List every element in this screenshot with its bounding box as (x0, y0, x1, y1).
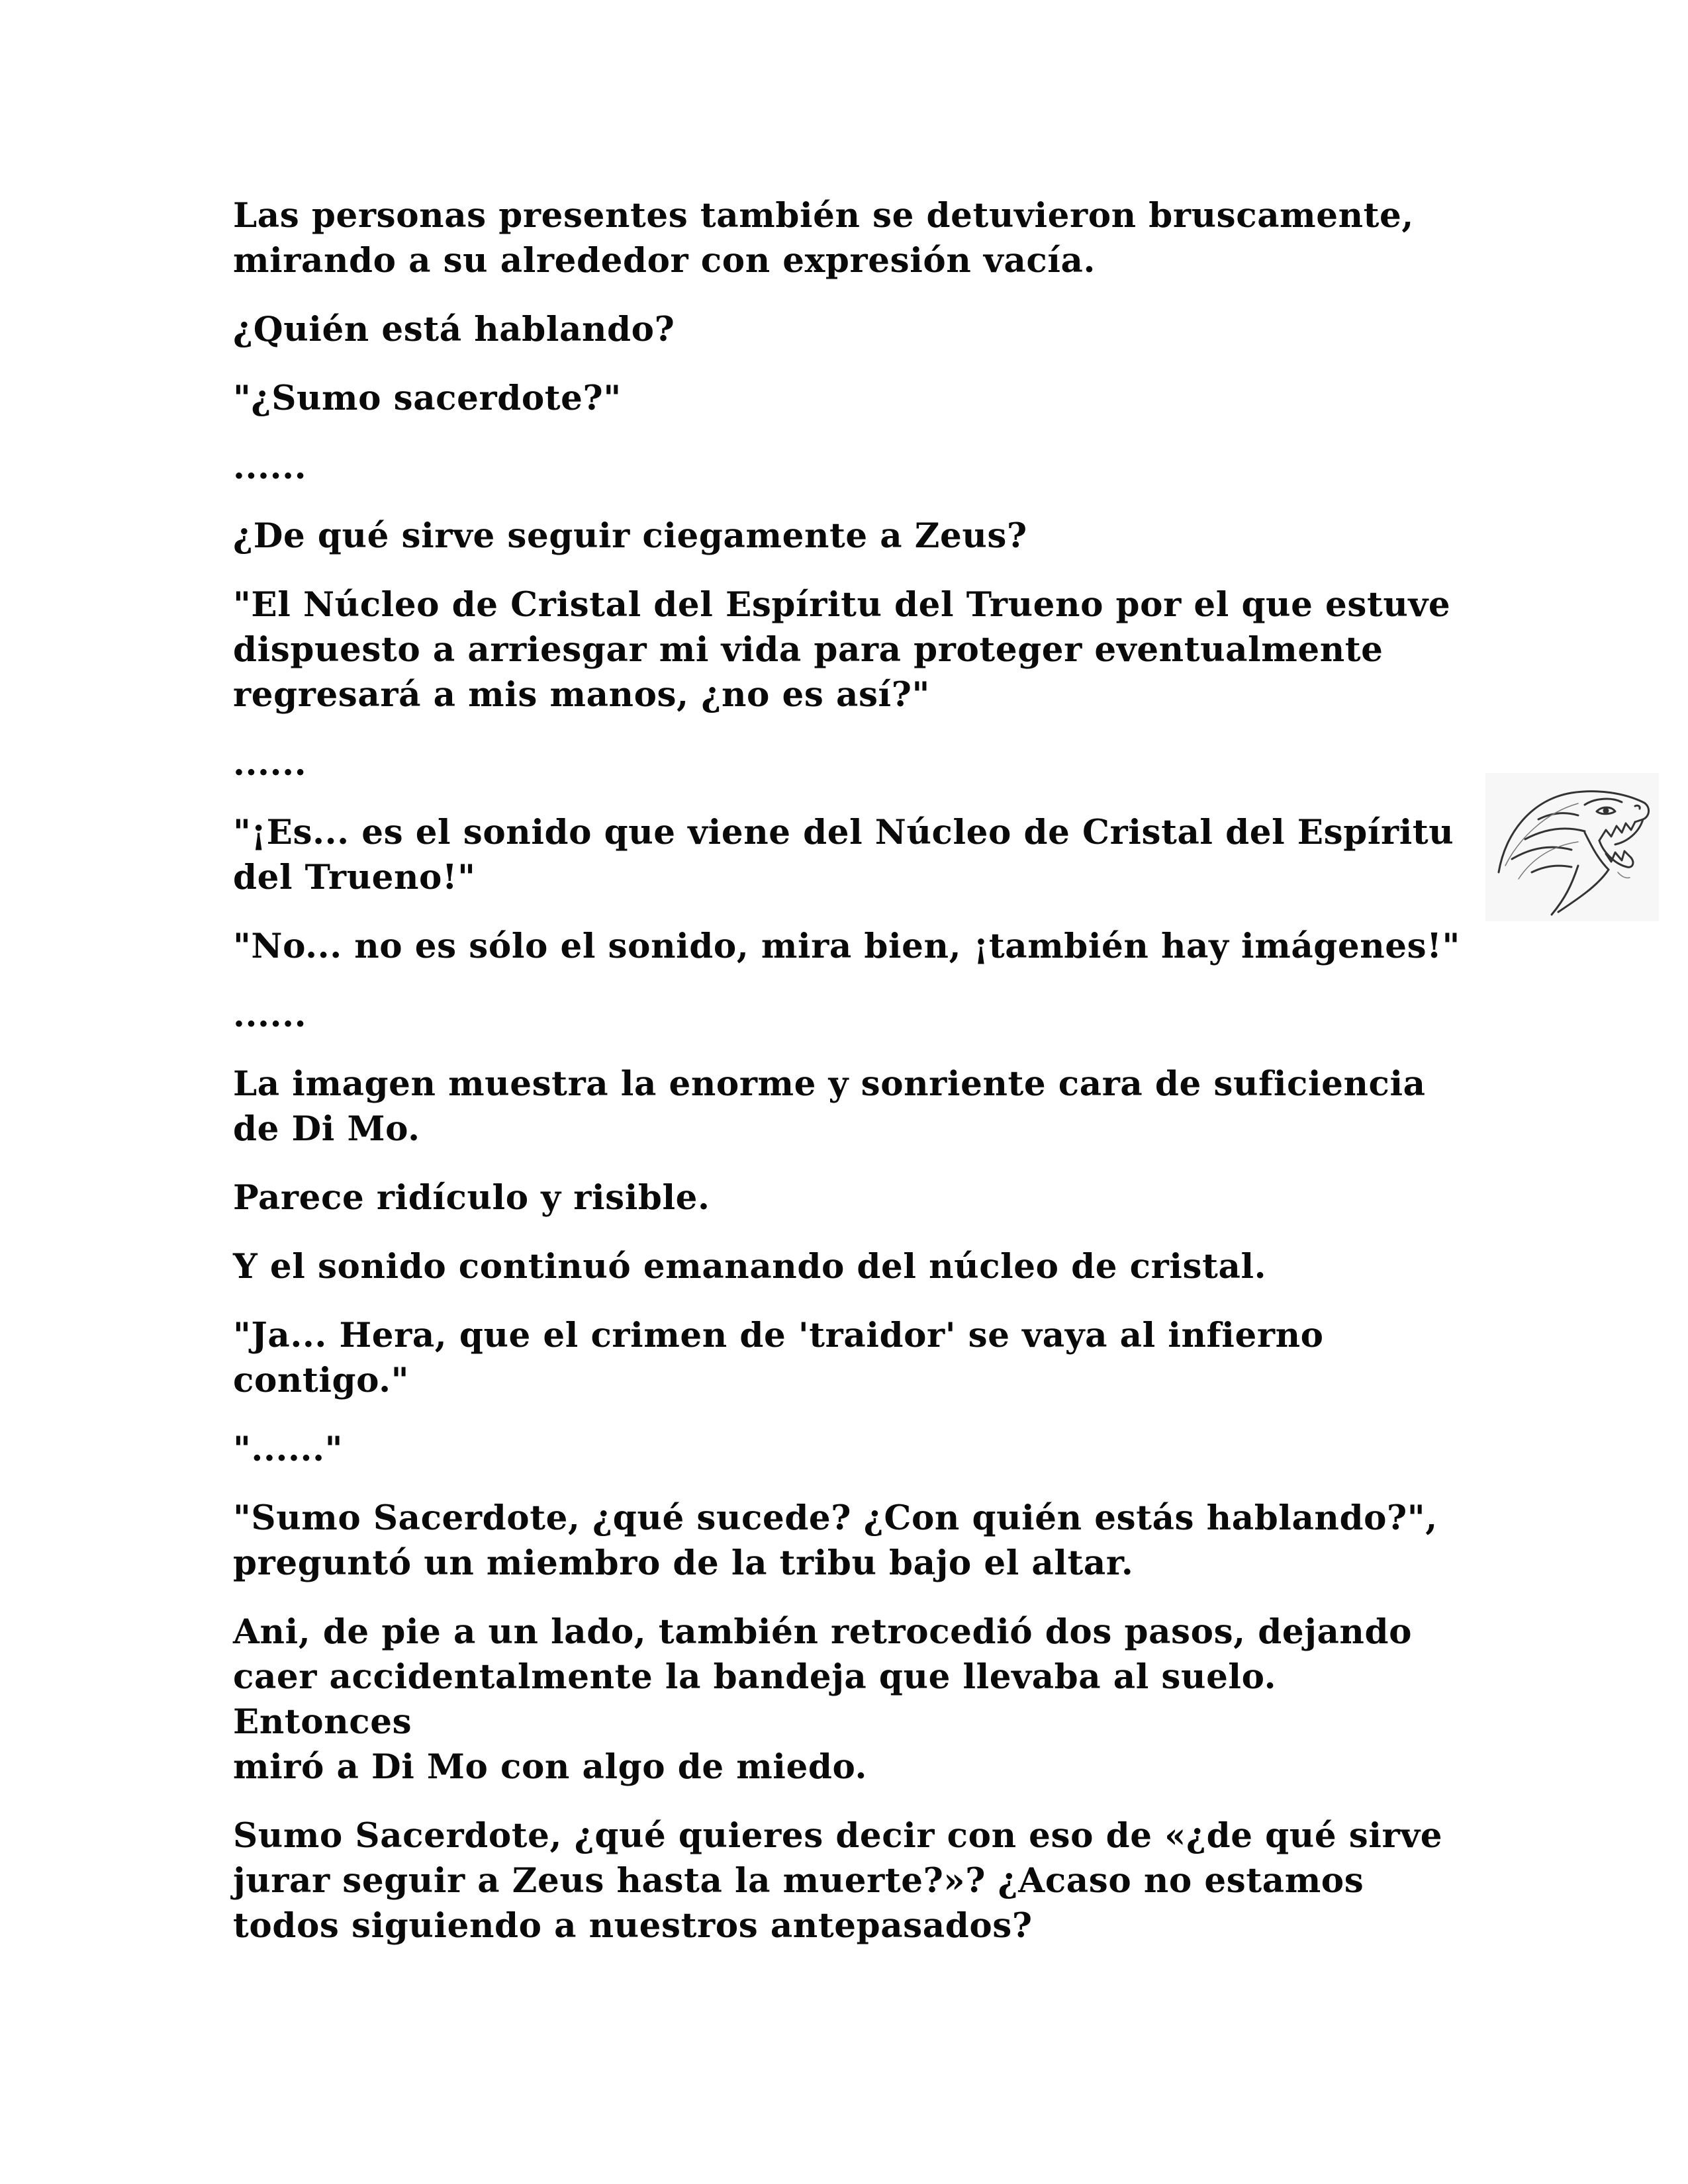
paragraph: "Sumo Sacerdote, ¿qué sucede? ¿Con quién estás hablando?", preguntó un miembro de la tribu bajo el altar. (233, 1498, 1438, 1583)
paragraph: ...... (233, 744, 307, 784)
paragraph: ...... (233, 447, 307, 487)
paragraph: Sumo Sacerdote, ¿qué quieres decir con eso de «¿de qué sirve jurar seguir a Zeus hasta la muerte?»? ¿Acaso no estamos todos siguiendo a nuestros antepasados? (233, 1816, 1443, 1946)
paragraph: Y el sonido continuó emanando del núcleo de cristal. (233, 1247, 1267, 1287)
paragraph: "El Núcleo de Cristal del Espíritu del Trueno por el que estuve dispuesto a arriesgar mi vida para proteger eventualmente regresará a mis manos, ¿no es así?" (233, 585, 1451, 715)
paragraph: "¡Es... es el sonido que viene del Núcleo de Cristal del Espíritu del Trueno!" (233, 813, 1454, 897)
paragraph: ¿Quién está hablando? (233, 310, 675, 349)
paragraph: "No... no es sólo el sonido, mira bien, ¡también hay imágenes!" (233, 927, 1460, 966)
paragraph: "¿Sumo sacerdote?" (233, 379, 622, 418)
paragraph: "Ja... Hera, que el crimen de 'traidor' se vaya al infierno contigo." (233, 1316, 1324, 1400)
dinosaur-sketch-icon (1485, 773, 1659, 921)
paragraph: Ani, de pie a un lado, también retrocedió dos pasos, dejando caer accidentalmente la bandeja que llevaba al suelo. Entonces miró a Di Mo con algo de miedo. (233, 1612, 1413, 1787)
paragraph: ...... (233, 995, 307, 1035)
paragraph: "......" (233, 1430, 344, 1469)
paragraph: Parece ridículo y risible. (233, 1178, 710, 1218)
paragraph: La imagen muestra la enorme y sonriente cara de suficiencia de Di Mo. (233, 1064, 1426, 1149)
body-text (233, 193, 1464, 1972)
paragraph: ¿De qué sirve seguir ciegamente a Zeus? (233, 516, 1027, 556)
paragraph: Las personas presentes también se detuvieron bruscamente, mirando a su alrededor con expresión vacía. (233, 196, 1414, 281)
